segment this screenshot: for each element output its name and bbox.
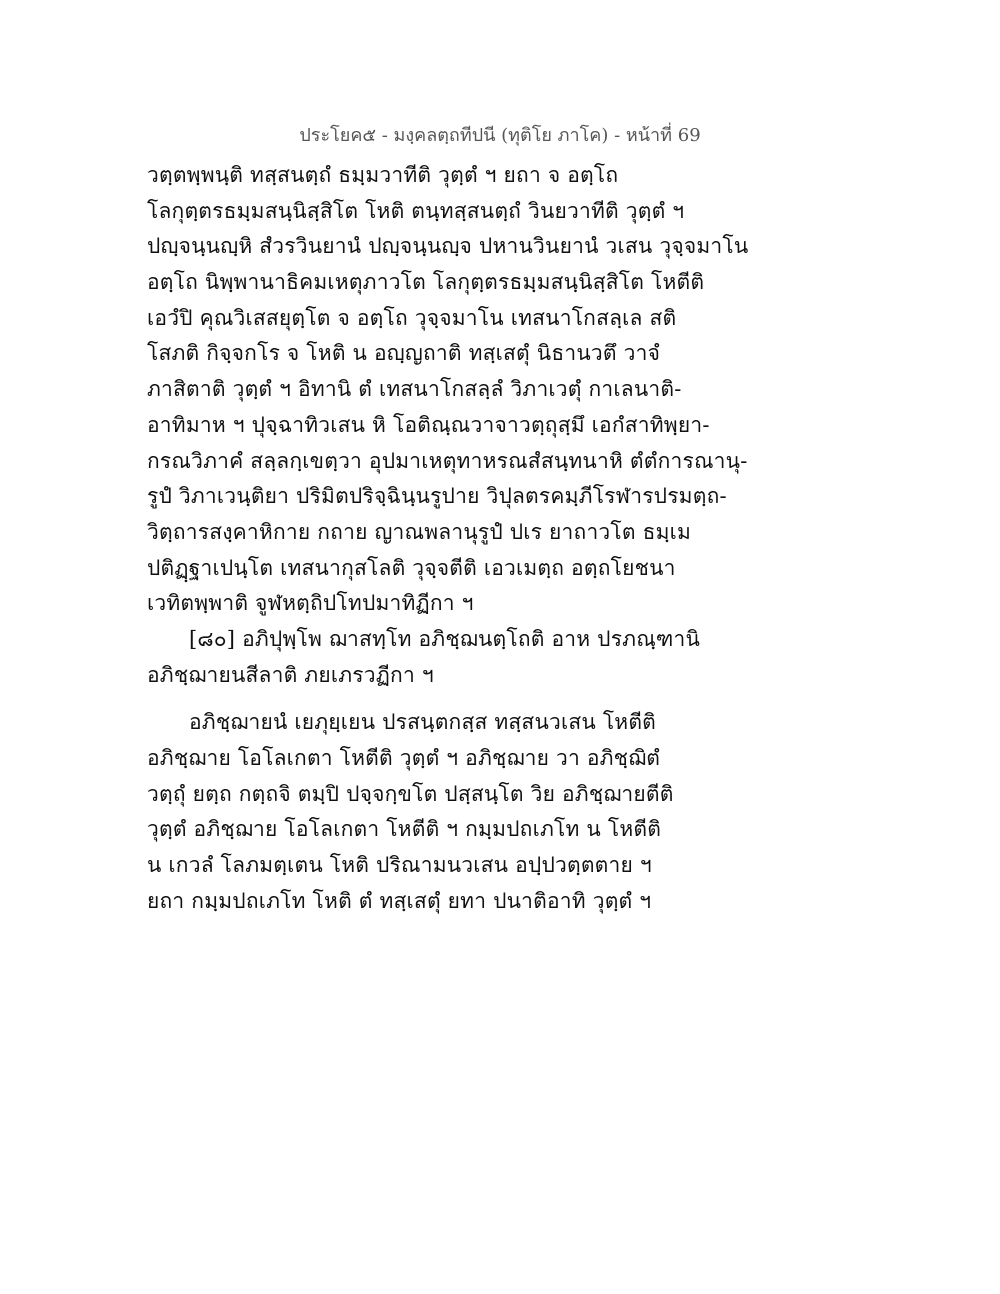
text-line: น เกวลํ โลภมตฺเตน โหติ ปริณามนวเสน อปฺปวตฺตตาย ฯ [147, 853, 652, 878]
running-head-text: ประโยค๕ - มงฺคลตฺถทีปนี (ทุติโย ภาโค) - หน้าที่ 69 [299, 125, 701, 146]
paragraph-3 [147, 705, 867, 919]
paragraph-2 [147, 622, 867, 693]
text-line: อภิชฺฌายนํ เยภุยฺเยน ปรสนฺตกสฺส ทสฺสนวเสน โหตีติ [189, 710, 657, 735]
text-line: อตฺโถ นิพฺพานาธิคมเหตุภาวโต โลกุตฺตรธมฺมสนฺนิสฺสิโต โหตีติ [147, 270, 705, 295]
text-line: ยถา กมฺมปถเภโท โหติ ตํ ทสฺเสตุํ ยทา ปนาติอาทิ วุตฺตํ ฯ [147, 888, 652, 913]
text-line: วิตฺถารสงฺคาหิกาย กถาย ญาณพลานุรูปํ ปเร ยาถาวโต ธมฺเม [147, 519, 692, 544]
text-line: วตฺตพฺพนฺติ ทสฺสนตฺถํ ธมฺมวาทีติ วุตฺตํ ฯ ยถา จ อตฺโถ [147, 163, 619, 187]
text-line: วุตฺตํ อภิชฺฌาย โอโลเกตา โหตีติ ฯ กมฺมปถเภโท น โหตีติ [147, 817, 662, 842]
text-line: อภิชฺฌาย โอโลเกตา โหตีติ วุตฺตํ ฯ อภิชฺฌาย วา อภิชฺฌิตํ [147, 746, 661, 770]
paragraph-gap [147, 693, 867, 705]
text-line: อาทิมาห ฯ ปุจฺฉาทิวเสน หิ โอติณฺณวาจาวตฺถุสฺมึ เอกํสาทิพฺยา- [147, 412, 710, 437]
text-line: โลกุตฺตรธมฺมสนฺนิสฺสิโต โหติ ตนฺทสฺสนตฺถํ วินยวาทีติ วุตฺตํ ฯ [147, 198, 685, 223]
text-line: เอวํปิ คุณวิเสสยุตฺโต จ อตฺโถ วุจฺจมาโน เทสนาโกสลฺเล สติ [147, 305, 677, 330]
text-line: ปติฏฺฐาเปนฺโต เทสนากุสโลติ วุจฺจตีติ เอวเมตฺถ อตฺถโยชนา [147, 555, 676, 580]
text-line: [๘๐] อภิปุพฺโพ ฌาสทฺโท อภิชฺฌนตฺโถติ อาห ปรภณฺฑานิ [189, 626, 701, 651]
text-line: อภิชฺฌายนสีลาติ ภยเภรวฏีกา ฯ [147, 662, 434, 687]
paragraph-1 [147, 158, 867, 622]
text-line: รูปํ วิภาเวนฺติยา ปริมิตปริจฺฉินฺนรูปาย วิปุลตรคมฺภีโรฬารปรมตฺถ- [147, 484, 727, 509]
text-line: กรณวิภาคํ สลฺลกฺเขตฺวา อุปมาเหตุทาหรณสํสนฺทนาหิ ตํตํการณานุ- [147, 448, 748, 473]
text-line: ปญฺจนฺนญฺหิ สํวรวินยานํ ปญฺจนฺนญฺจ ปหานวินยานํ วเสน วุจฺจมาโน [147, 234, 749, 259]
text-line: วตฺถุํ ยตฺถ กตฺถจิ ตมฺปิ ปจฺจกฺขโต ปสฺสนฺโต วิย อภิชฺฌายตีติ [147, 781, 674, 806]
running-head [0, 120, 1000, 149]
text-line: โสภติ กิจฺจกโร จ โหติ น อญฺญถาติ ทสฺเสตุํ นิธานวตึ วาจํ [147, 341, 661, 366]
text-line: เวทิตพฺพาติ จูฬหตฺถิปโทปมาทิฏีกา ฯ [147, 591, 474, 616]
text-line: ภาสิตาติ วุตฺตํ ฯ อิทานิ ตํ เทสนาโกสลฺลํ วิภาเวตุํ กาเลนาติ- [147, 377, 682, 402]
body-text [147, 158, 867, 919]
